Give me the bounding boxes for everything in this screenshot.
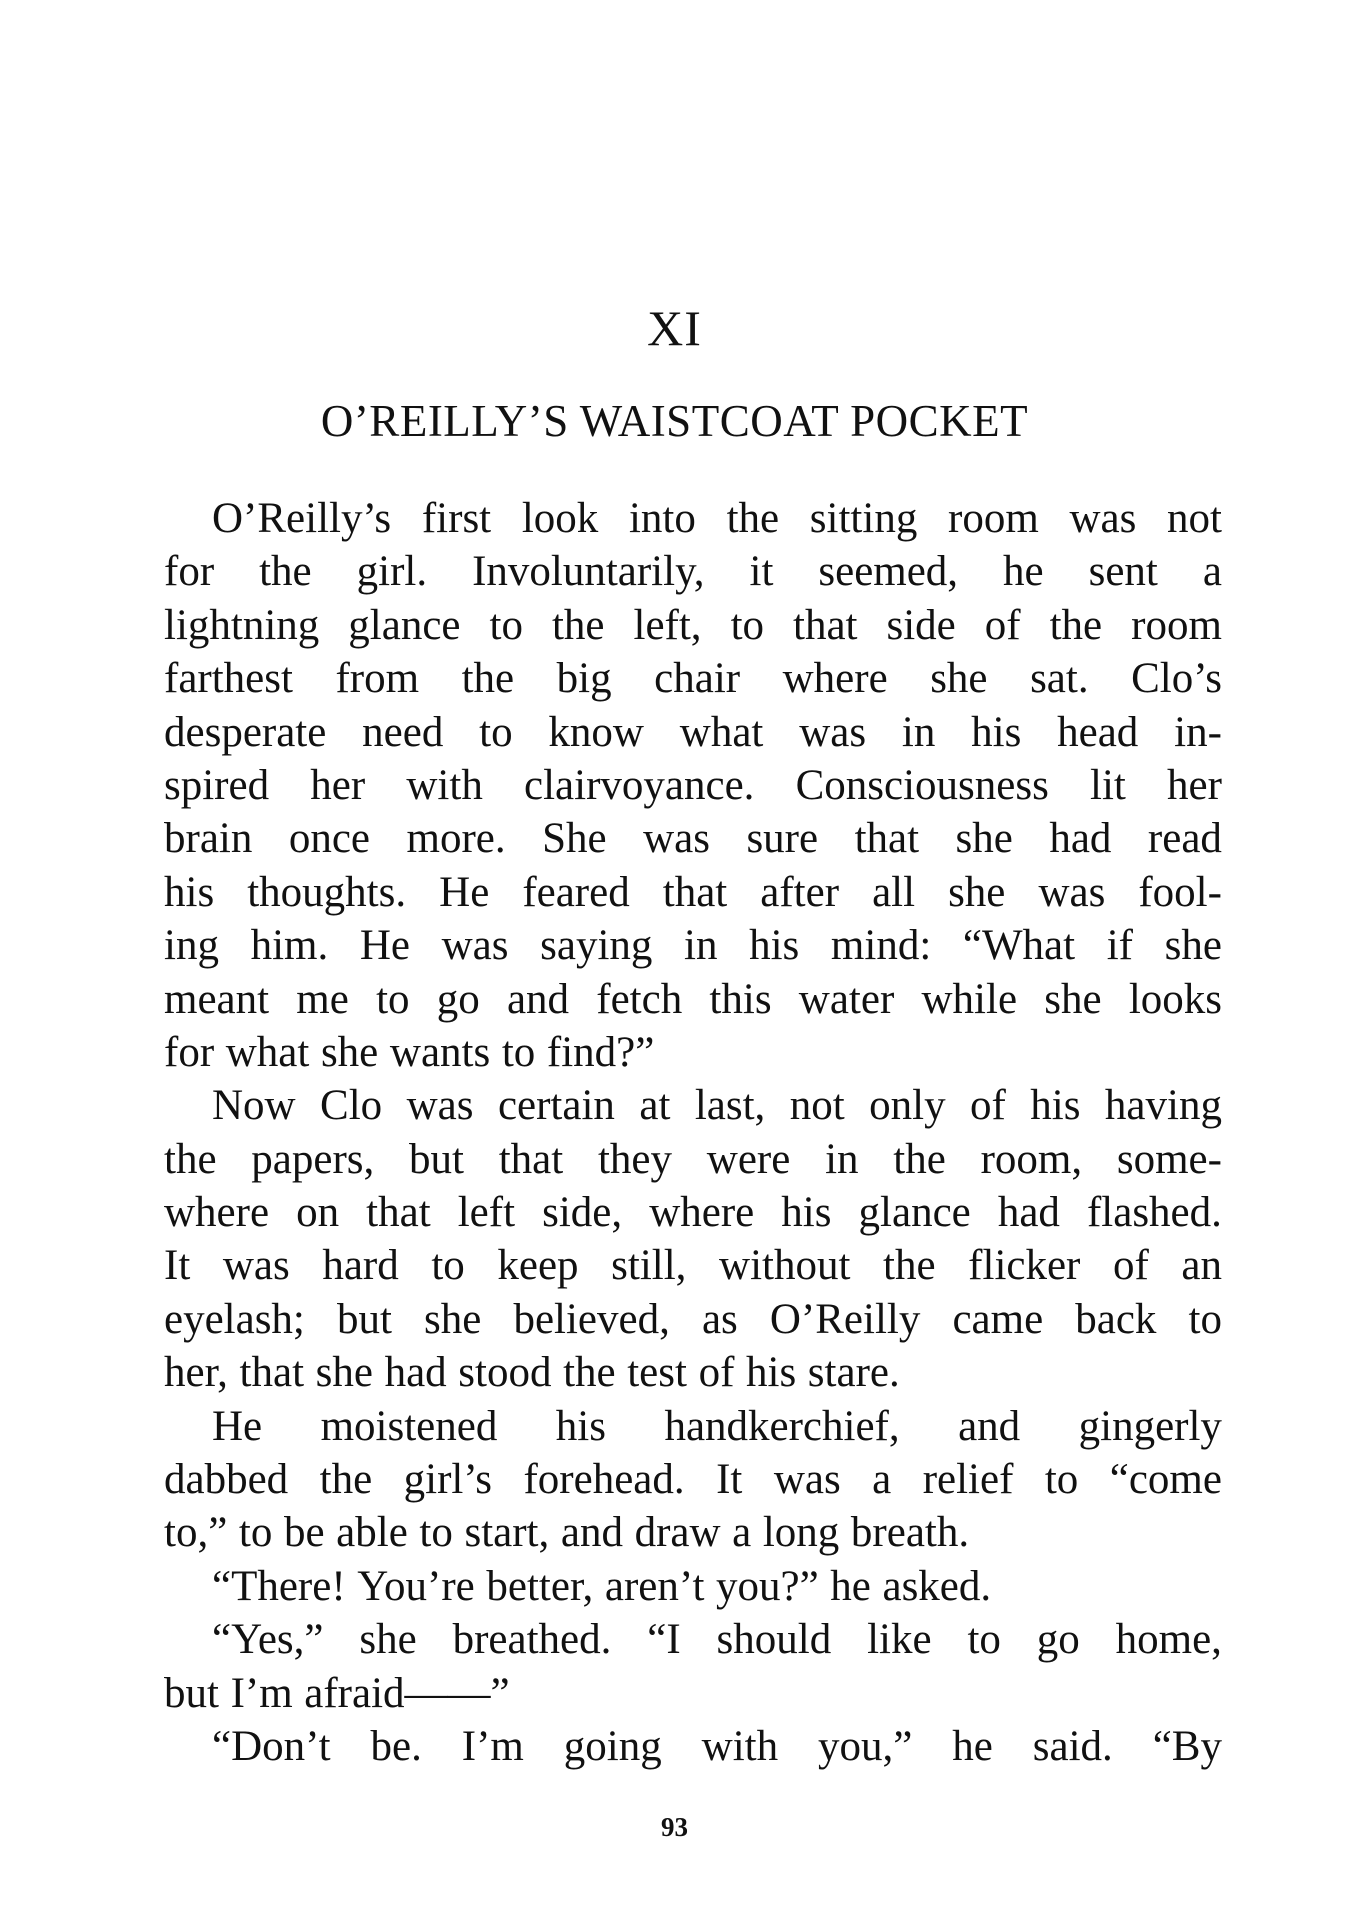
text-line: desperate need to know what was in his head in- [164,708,1222,756]
page-number: 93 [661,1812,688,1842]
text-line: eyelash; but she believed, as O’Reilly came back to [164,1295,1222,1343]
chapter-title: O’REILLY’S WAISTCOAT POCKET [320,396,1029,446]
text-line: the papers, but that they were in the room, some- [164,1135,1222,1183]
text-line: brain once more. She was sure that she had read [164,815,1222,863]
text-line: It was hard to keep still, without the flicker of an [164,1242,1222,1290]
text-line: her, that she had stood the test of his stare. [164,1349,900,1397]
text-line: Now Clo was certain at last, not only of his having [212,1082,1222,1130]
text-line: “There! You’re better, aren’t you?” he asked. [212,1562,992,1610]
text-line: to,” to be able to start, and draw a long breath. [164,1509,970,1557]
text-line: but I’m afraid——” [164,1669,510,1717]
text-line: for what she wants to find?” [164,1028,655,1076]
text-line: He moistened his handkerchief, and gingerly [212,1402,1222,1450]
text-line: meant me to go and fetch this water while she looks [164,975,1222,1023]
text-line: spired her with clairvoyance. Consciousness lit her [164,761,1222,809]
body-text [164,492,1222,1773]
text-line: for the girl. Involuntarily, it seemed, he sent a [164,548,1222,596]
text-line: dabbed the girl’s forehead. It was a relief to “come [164,1456,1222,1504]
text-line: where on that left side, where his glance had flashed. [164,1189,1222,1237]
text-line: “Don’t be. I’m going with you,” he said. “By [212,1722,1222,1770]
text-line: O’Reilly’s first look into the sitting room was not [212,495,1222,542]
text-line: “Yes,” she breathed. “I should like to go home, [212,1616,1222,1664]
text-line: his thoughts. He feared that after all she was fool- [164,868,1222,916]
text-line: ing him. He was saying in his mind: “What if she [164,922,1222,970]
text-line: lightning glance to the left, to that side of the room [164,601,1222,649]
text-line: farthest from the big chair where she sat. Clo’s [164,655,1222,703]
chapter-number: XI [647,300,702,356]
